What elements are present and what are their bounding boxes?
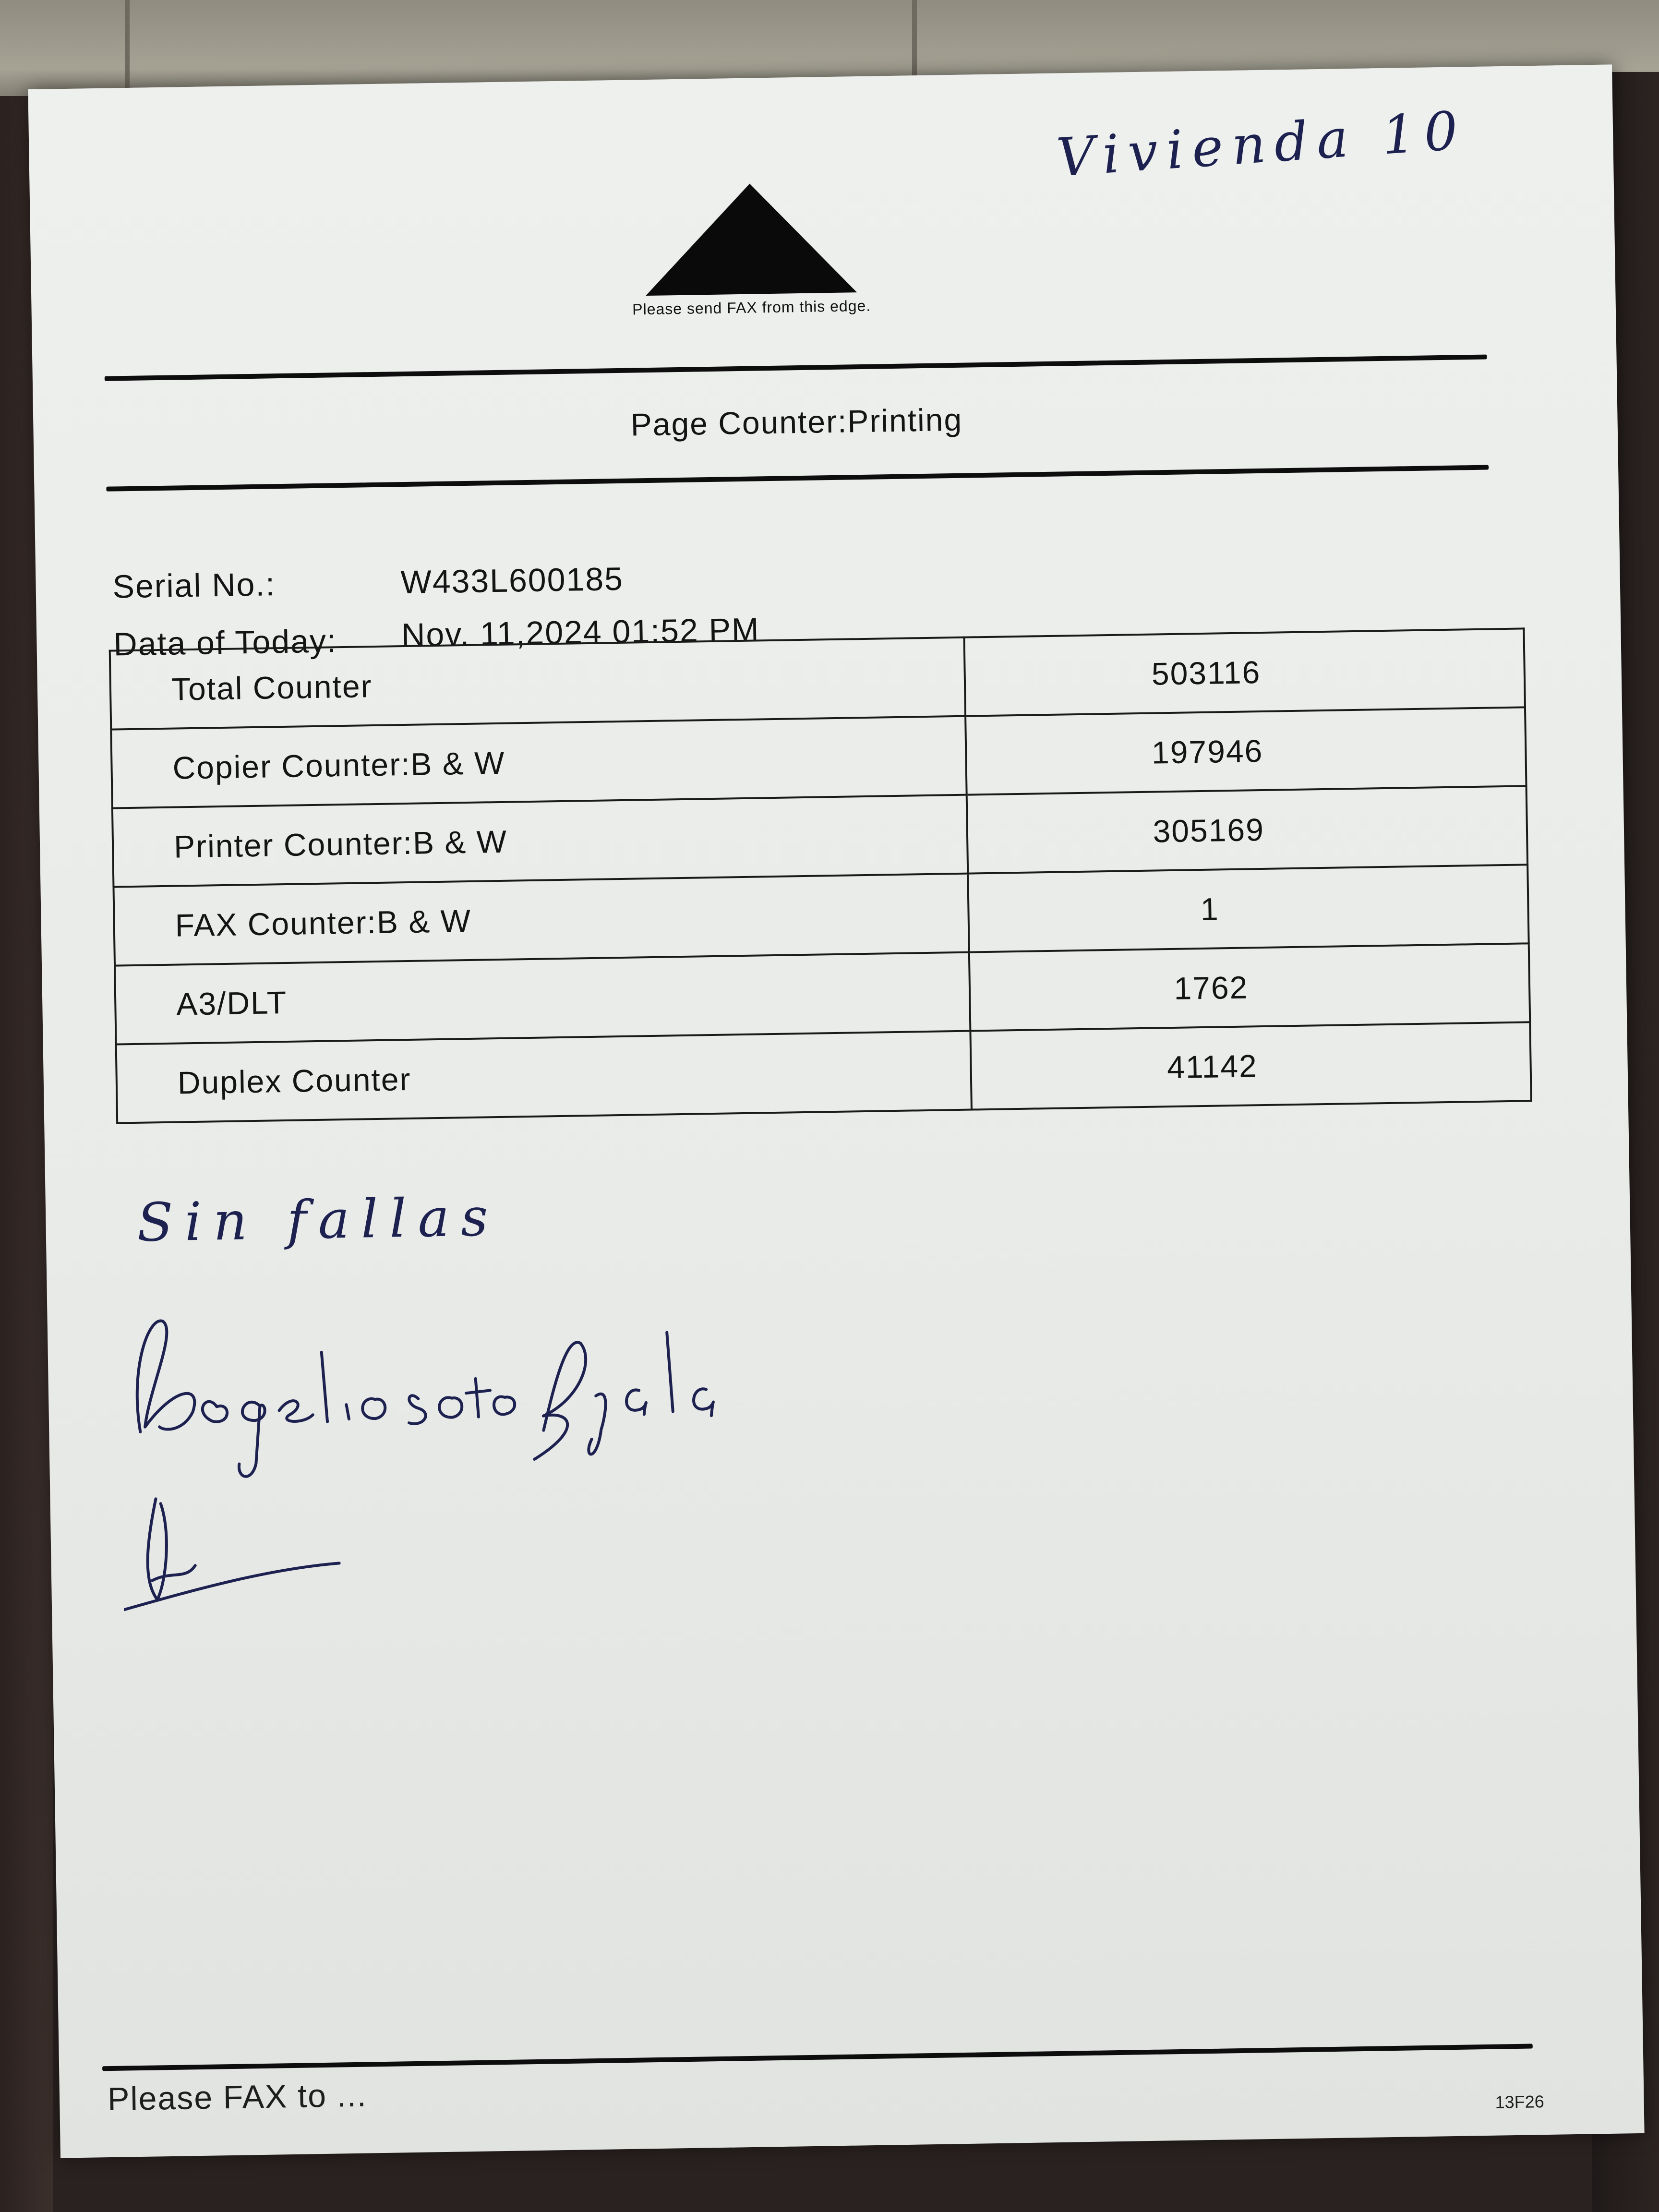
counter-value: 1 bbox=[968, 865, 1529, 952]
date-label: Data of Today: bbox=[113, 623, 337, 663]
tile-grout-line bbox=[125, 0, 130, 96]
counter-value: 1762 bbox=[969, 943, 1530, 1031]
counter-table bbox=[109, 627, 1532, 1124]
counter-label: FAX Counter:B & W bbox=[113, 874, 969, 966]
counter-label: Duplex Counter bbox=[116, 1031, 972, 1123]
counter-label: Copier Counter:B & W bbox=[111, 716, 966, 808]
counter-label: A3/DLT bbox=[115, 952, 970, 1045]
header-rule-bottom bbox=[106, 465, 1489, 491]
footer-form-code: 13F26 bbox=[1495, 2092, 1544, 2112]
fax-direction-triangle-icon bbox=[644, 182, 857, 296]
counter-value: 503116 bbox=[964, 628, 1525, 716]
counter-label: Printer Counter:B & W bbox=[112, 795, 968, 887]
footer-fax-instruction: Please FAX to ... bbox=[107, 2077, 368, 2118]
handwritten-label: Vivienda 10 bbox=[1055, 99, 1468, 189]
footer-rule bbox=[102, 2044, 1533, 2071]
date-value: Nov. 11,2024 01:52 PM bbox=[401, 611, 760, 654]
fax-edge-note: Please send FAX from this edge. bbox=[632, 297, 871, 318]
handwritten-signature bbox=[119, 1302, 797, 1706]
serial-label: Serial No.: bbox=[112, 566, 276, 605]
handwritten-note: Sin fallas bbox=[136, 1186, 500, 1253]
page-counter-sheet bbox=[28, 64, 1644, 2158]
header-rule-top bbox=[105, 355, 1487, 381]
counter-value: 41142 bbox=[970, 1022, 1531, 1109]
counter-label: Total Counter bbox=[110, 637, 965, 730]
counter-value: 197946 bbox=[965, 707, 1527, 794]
serial-value: W433L600185 bbox=[400, 560, 624, 601]
counter-value: 305169 bbox=[966, 786, 1527, 873]
page-title: Page Counter:Printing bbox=[630, 401, 963, 443]
